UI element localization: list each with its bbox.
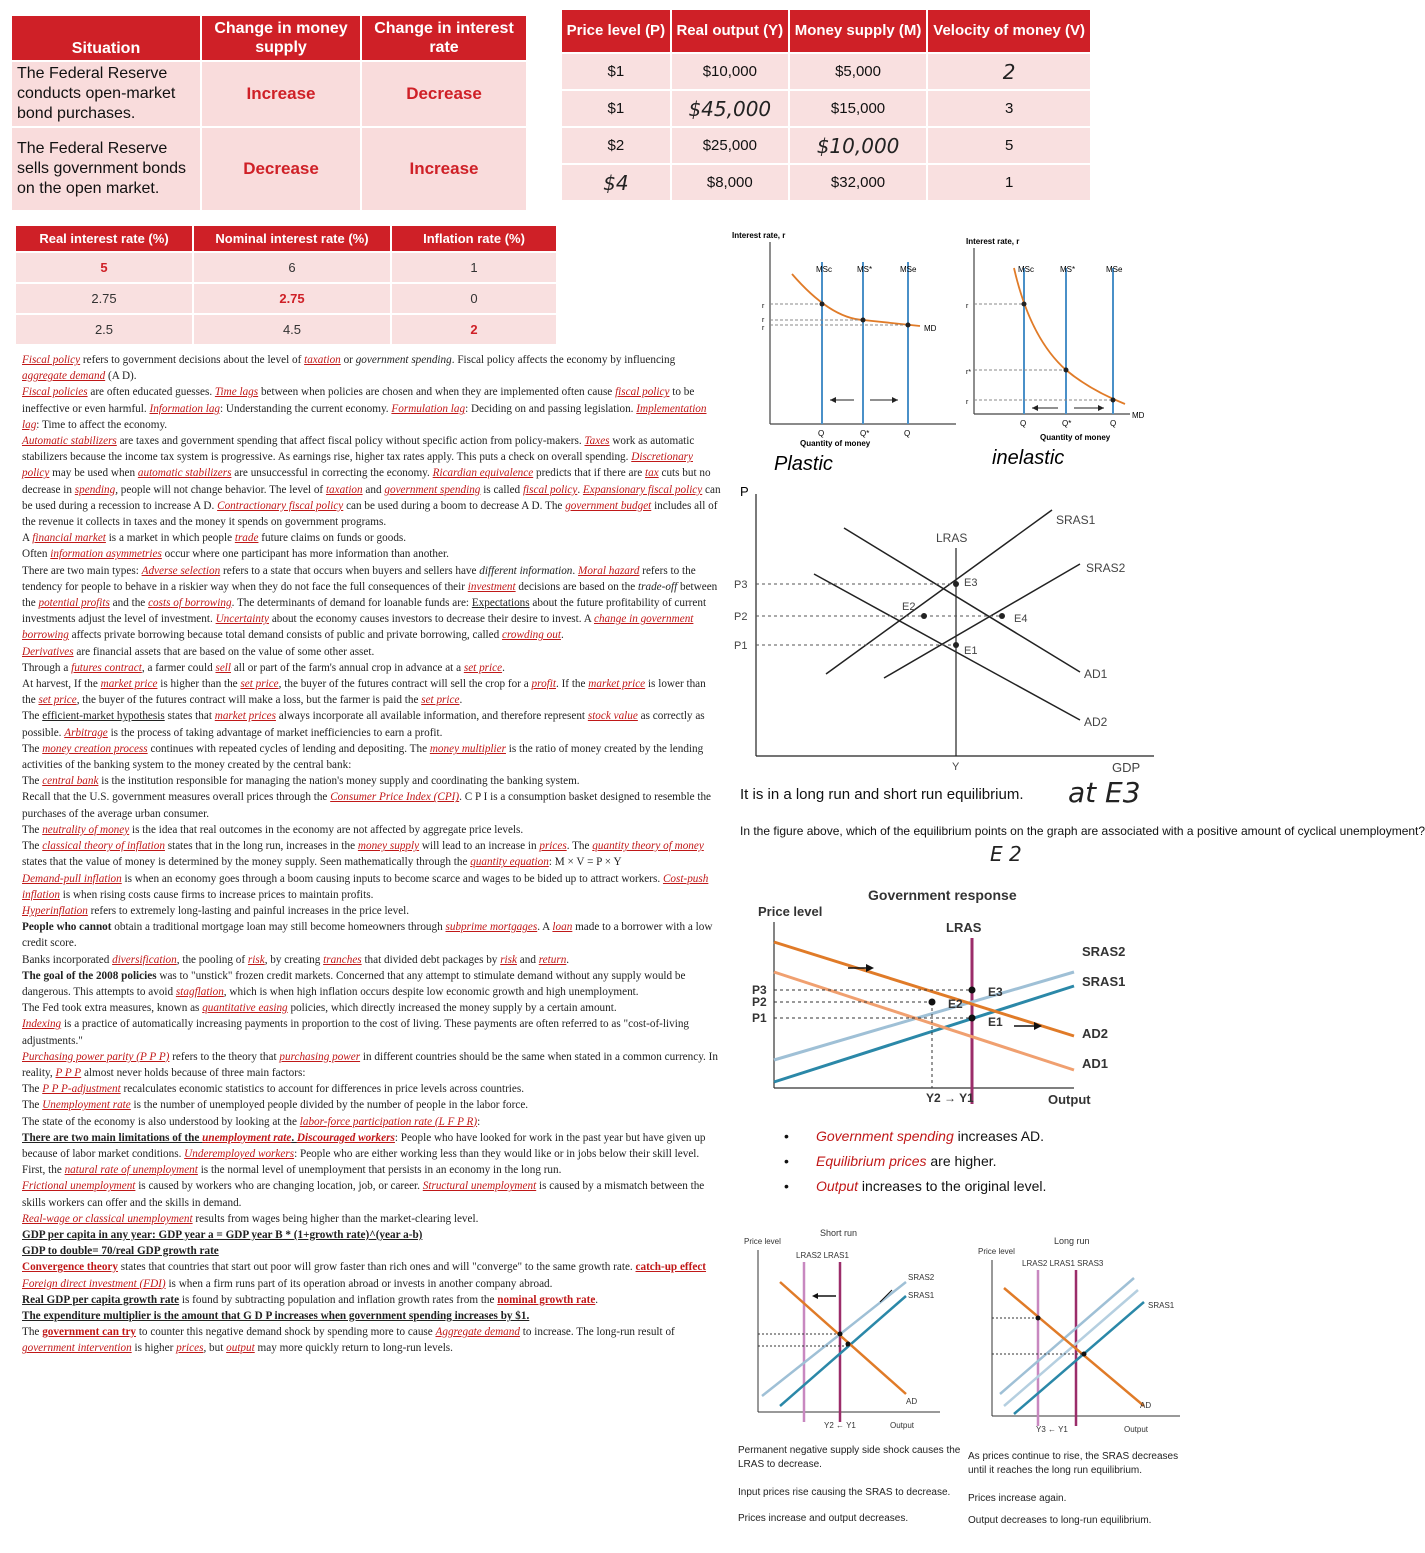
gov-sras1-line bbox=[774, 986, 1074, 1082]
gov-xlabel: Output bbox=[1048, 1092, 1091, 1107]
gov-bullet: • Government spending increases AD. bbox=[784, 1128, 1045, 1144]
velocity-cell-handwritten: $45,000 bbox=[671, 90, 789, 127]
interest-cell: 5 bbox=[15, 252, 193, 283]
svg-text:Q: Q bbox=[818, 429, 825, 438]
answer-q1-handwritten: at E3 bbox=[1068, 776, 1141, 809]
shock-long-ylabel: Price level bbox=[978, 1247, 1015, 1256]
shock-long-title: Long run bbox=[1054, 1236, 1090, 1246]
gov-lras-label: LRAS bbox=[946, 920, 982, 935]
adas-ad1-label: AD1 bbox=[1084, 667, 1108, 681]
shock-short-title: Short run bbox=[820, 1228, 858, 1238]
adas-sras2-line bbox=[884, 564, 1080, 678]
velocity-cell: 1 bbox=[927, 164, 1091, 201]
answer-q1: It is in a long run and short run equilibrium. bbox=[740, 786, 1024, 803]
money-right-note: inelastic bbox=[992, 447, 1065, 469]
svg-text:r: r bbox=[966, 399, 969, 406]
interest-cell: 2 bbox=[391, 314, 557, 345]
shock-long-ylabels: Y3 ← Y1 bbox=[1036, 1425, 1068, 1434]
adas-x-axis: GDP bbox=[1112, 760, 1141, 775]
gov-price-label: P2 bbox=[752, 995, 767, 1009]
answer-q2-handwritten: E 2 bbox=[990, 842, 1022, 866]
velocity-table bbox=[560, 8, 1092, 202]
velocity-cell: $1 bbox=[561, 53, 671, 90]
gov-bullets bbox=[780, 1124, 1190, 1199]
velocity-header: Velocity of money (V) bbox=[927, 9, 1091, 53]
gov-price-label: P3 bbox=[752, 983, 767, 997]
interest-cell: 1 bbox=[391, 252, 557, 283]
policy-header-money: Change in money supply bbox=[201, 15, 361, 61]
adas-ad2-label: AD2 bbox=[1084, 715, 1108, 729]
answer-q2: In the figure above, which of the equilibrium points on the graph are associated with a positive amount of cyclical unemployment? bbox=[740, 824, 1425, 838]
money-left-note: Plastic bbox=[774, 453, 833, 475]
interest-header: Real interest rate (%) bbox=[15, 225, 193, 252]
money-left-md-curve bbox=[792, 274, 920, 326]
shock-long-caption: As prices continue to rise, the SRAS decreases until it reaches the long run equilibrium. bbox=[968, 1451, 1179, 1476]
shock-short-caption: Prices increase and output decreases. bbox=[738, 1513, 909, 1524]
adas-y-axis: P bbox=[740, 484, 749, 499]
svg-text:Q: Q bbox=[1020, 419, 1027, 428]
gov-ad1-label: AD1 bbox=[1082, 1056, 1109, 1071]
shock-short-caption: Permanent negative supply side shock causes the LRAS to decrease. bbox=[738, 1445, 961, 1470]
shock-short-ylabel: Price level bbox=[744, 1237, 781, 1246]
velocity-cell: $8,000 bbox=[671, 164, 789, 201]
shock-long-caption: Prices increase again. bbox=[968, 1493, 1067, 1504]
policy-row-money: Decrease bbox=[201, 127, 361, 211]
velocity-cell: $2 bbox=[561, 127, 671, 164]
velocity-cell-handwritten: $4 bbox=[561, 164, 671, 201]
shock-long-lras: LRAS2 LRAS1 SRAS3 bbox=[1022, 1259, 1104, 1268]
money-left-ylabel: Interest rate, r bbox=[732, 231, 786, 240]
gov-bullet: • Output increases to the original level. bbox=[784, 1178, 1047, 1194]
adas-price-label: P2 bbox=[734, 611, 748, 623]
interest-header: Nominal interest rate (%) bbox=[193, 225, 391, 252]
gov-ylabel: Price level bbox=[758, 904, 823, 919]
money-left-ms-label: MSe bbox=[900, 265, 917, 274]
svg-text:r: r bbox=[762, 303, 765, 310]
svg-text:Q*: Q* bbox=[1062, 419, 1072, 428]
policy-table bbox=[10, 14, 528, 212]
money-right-ylabel: Interest rate, r bbox=[966, 237, 1020, 246]
shock-short-lras: LRAS2 LRAS1 bbox=[796, 1251, 849, 1260]
policy-row-rate: Decrease bbox=[361, 61, 527, 127]
adas-ad1-line bbox=[844, 528, 1080, 672]
gov-point-label: E2 bbox=[948, 997, 963, 1011]
shock-short-caption: Input prices rise causing the SRAS to decrease. bbox=[738, 1487, 951, 1498]
money-market-graphs bbox=[730, 228, 1200, 478]
interest-table bbox=[14, 224, 558, 346]
adas-sras1-label: SRAS1 bbox=[1056, 513, 1096, 527]
policy-row-situation: The Federal Reserve conducts open-market bond purchases. bbox=[11, 61, 201, 127]
velocity-header: Real output (Y) bbox=[671, 9, 789, 53]
svg-text:Q: Q bbox=[1110, 419, 1117, 428]
shock-short-sras2: SRAS2 bbox=[908, 1273, 935, 1282]
svg-text:Q*: Q* bbox=[860, 429, 870, 438]
interest-cell: 2.5 bbox=[15, 314, 193, 345]
money-right-ms-label: MSc bbox=[1018, 265, 1034, 274]
adas-lras-label: LRAS bbox=[936, 531, 968, 545]
svg-text:r: r bbox=[762, 325, 765, 332]
velocity-cell: $32,000 bbox=[789, 164, 927, 201]
gov-sras2-label: SRAS2 bbox=[1082, 944, 1126, 959]
velocity-cell: $10,000 bbox=[671, 53, 789, 90]
money-right-ms-label: MSe bbox=[1106, 265, 1123, 274]
interest-cell: 4.5 bbox=[193, 314, 391, 345]
money-left-ms-label: MS* bbox=[857, 265, 873, 274]
money-left-ms-label: MSc bbox=[816, 265, 832, 274]
velocity-header: Price level (P) bbox=[561, 9, 671, 53]
gov-title: Government response bbox=[868, 887, 1017, 903]
interest-cell: 6 bbox=[193, 252, 391, 283]
velocity-header: Money supply (M) bbox=[789, 9, 927, 53]
shock-long-sras1: SRAS1 bbox=[1148, 1301, 1175, 1310]
adas-point-label: E3 bbox=[964, 577, 978, 589]
interest-cell: 0 bbox=[391, 283, 557, 314]
adas-point-label: E1 bbox=[964, 645, 978, 657]
gov-ad2-label: AD2 bbox=[1082, 1026, 1109, 1041]
velocity-cell: 5 bbox=[927, 127, 1091, 164]
velocity-cell: $5,000 bbox=[789, 53, 927, 90]
adas-price-label: P1 bbox=[734, 640, 748, 652]
policy-row-situation: The Federal Reserve sells government bonds on the open market. bbox=[11, 127, 201, 211]
interest-header: Inflation rate (%) bbox=[391, 225, 557, 252]
shock-short-xlabel: Output bbox=[890, 1421, 915, 1430]
money-right-xlabel: Quantity of money bbox=[1040, 433, 1111, 442]
adas-graph bbox=[734, 482, 1200, 782]
svg-text:Q: Q bbox=[904, 429, 911, 438]
gov-y-labels: Y2 → Y1 bbox=[926, 1091, 974, 1105]
money-left-xlabel: Quantity of money bbox=[800, 439, 871, 448]
gov-response-graph bbox=[752, 884, 1200, 1112]
velocity-cell: $1 bbox=[561, 90, 671, 127]
shock-short-graph bbox=[740, 1226, 962, 1438]
svg-text:r: r bbox=[762, 317, 765, 324]
money-right-ms-label: MS* bbox=[1060, 265, 1076, 274]
velocity-cell-handwritten: 2 bbox=[927, 53, 1091, 90]
policy-row-rate: Increase bbox=[361, 127, 527, 211]
shock-long-xlabel: Output bbox=[1124, 1425, 1149, 1434]
shock-long-graph bbox=[974, 1234, 1196, 1440]
policy-row-money: Increase bbox=[201, 61, 361, 127]
gov-price-label: P1 bbox=[752, 1011, 767, 1025]
policy-header-situation: Situation bbox=[11, 15, 201, 61]
policy-header-rate: Change in interest rate bbox=[361, 15, 527, 61]
gov-point-label: E1 bbox=[988, 1015, 1003, 1029]
money-right-md-curve bbox=[1014, 268, 1125, 404]
gov-bullet: • Equilibrium prices are higher. bbox=[784, 1153, 997, 1169]
shock-short-ylabels: Y2 ← Y1 bbox=[824, 1421, 856, 1430]
shock-long-ad: AD bbox=[1140, 1401, 1152, 1410]
svg-text:r*: r* bbox=[966, 369, 972, 376]
velocity-cell: 3 bbox=[927, 90, 1091, 127]
money-right-md-label: MD bbox=[1132, 411, 1145, 420]
svg-text:r: r bbox=[966, 303, 969, 310]
shock-long-caption: Output decreases to long-run equilibrium. bbox=[968, 1515, 1152, 1526]
study-notes: Fiscal policy refers to government decisions about the level of taxation or government spending. Fiscal policy affects the economy by influencing aggregate demand (A D). Fiscal policies are often educated guesses. Time lags between when policies are chosen and when they are implemented often cause fiscal policy to be ineffective or even harmful. Information lag: Understanding the current economy. Formulation lag: Deciding on and passing legislation. Implementation lag: Time to affect the economy. Automatic stabilizers are taxes and government spending that affect fiscal policy without specific action from policy-makers. Taxes work as automatic stabilizers because the income tax system is progressive. As earnings rise, higher tax rates apply. This puts a check on overall spending. Discretionary policy may be used when automatic stabilizers are unsuccessful in correcting the economy. Ricardian equivalence predicts that if there are tax cuts but no decrease in spending, people will not change behavior. The level of taxation and government spending is called fiscal policy. Expansionary fiscal policy can be used during a recession to increase A D. Contractionary fiscal policy can be used during a boom to decrease A D. The government budget includes all of the revenue it collects in taxes and the money it spends on government programs. A financial market is a market in which people trade future claims on funds or goods. Often information asymmetries occur where one participant has more information than another. There are two main types: Adverse selection refers to a state that occurs when buyers and sellers have different information. Moral hazard refers to the tendency for people to behave in a riskier way when they do not face the full consequences of their investment decisions are based on the trade-off between the potential profits and the costs of borrowing. The determinants of demand for loanable funds are: Expectations about the future profitability of current investments adjust the level of investment. Uncertainty about the economy causes investors to decrease their desire to invest. A change in government borrowing affects private borrowing because total demand consists of public and private borrowing, called crowding out. Derivatives are financial assets that are based on the value of some other asset. Through a futures contract, a farmer could sell all or part of the farm's annual crop in advance at a set price. At harvest, If the market price is higher than the set price, the buyer of the futures contract will sell the crop for a profit. If the market price is lower than the set price, the buyer of the futures contract will make a loss, but the farmer is paid the set price. The efficient-market hypothesis states that market prices always incorporate all available information, and therefore represent stock value as correctly as possible. Arbitrage is the process of taking advantage of market inefficiencies to earn a profit. The money creation process continues with repeated cycles of lending and depositing. The money multiplier is the ratio of money created by the lending activities of the banking system to the money created by the central bank: The central bank is the institution responsible for managing the nation's money supply and coordinating the banking system. Recall that the U.S. government measures overall prices through the Consumer Price Index (CPI). C P I is a consumption basket designed to resemble the purchases of the average urban consumer. The neutrality of money is the idea that real outcomes in the economy are not affected by aggregate price levels. The classical theory of inflation states that in the long run, increases in the money supply will lead to an increase in prices. The quantity theory of money states that the value of money is determined by the money supply. Seen mathematically through the quantity equation: M × V = P × Y Demand-pull inflation is when an economy goes through a boom causing inputs to become scarce and wages to be bided up to attract workers. Cost-push inflation is when rising costs cause firms to increase prices to maintain profits. Hyperinflation refers to extremely long-lasting and painful increases in the price level. People who cannot obtain a traditional mortgage loan may still become homeowners through subprime mortgages. A loan made to a borrower with a low credit score. Banks incorporated diversification, the pooling of risk, by creating tranches that divided debt packages by risk and return. The goal of the 2008 policies was to "unstick" frozen credit markets. Concerned that any attempt to stimulate demand without any supply would be dangerous. This attempts to avoid stagflation, which is when high inflation occurs despite low economic growth and high unemployment. The Fed took extra measures, known as quantitative easing policies, which directly increased the money supply by a certain amount. Indexing is a practice of automatically increasing payments in proportion to the cost of living. These payments are often referred to as "cost-of-living adjustments." Purchasing power parity (P P P) refers to the theory that purchasing power in different countries should be the same when stated in a common currency. In reality, P P P almost never holds because of three main factors: The P P P-adjustment recalculates economic statistics to account for differences in price levels across countries. The Unemployment rate is the number of unemployed people divided by the number of people in the labor force. The state of the economy is also understood by looking at the labor-force participation rate (L F P R): There are two main limitations of the unemployment rate. Discouraged workers: People who have looked for work in the past year but have given up because of labor market conditions. Underemployed workers: People who are either working less than they would like or in jobs below their skill level. First, the natural rate of unemployment is the normal level of unemployment that persists in an economy in the long run. Frictional unemployment is caused by workers who are changing location, job, or career. Structural unemployment is caused by a mismatch between the skills workers can offer and the skills in demand. Real-wage or classical unemployment results from wages being higher than the market-clearing level. GDP per capita in any year: GDP year a = GDP year B * (1+growth rate)^(year a-b) GDP to double= 70/real GDP growth rate Convergence theory states that countries that start out poor will grow faster than rich ones and will "converge" to the same growth rate. catch-up effect Foreign direct investment (FDI) is when a firm runs part of its operation abroad or invests in another company abroad. Real GDP per capita growth rate is found by subtracting population and inflation growth rates from the nominal growth rate. The expenditure multiplier is the amount that G D P increases when government spending increases by $1. The government can try to counter this negative demand shock by spending more to cause Aggregate demand to increase. The long-run result of government intervention is higher prices, but output may more quickly return to long-run levels. bbox=[22, 354, 721, 1355]
velocity-cell-handwritten: $10,000 bbox=[789, 127, 927, 164]
adas-y-mark: Y bbox=[952, 761, 960, 773]
gov-sras1-label: SRAS1 bbox=[1082, 974, 1126, 989]
shock-short-sras1: SRAS1 bbox=[908, 1291, 935, 1300]
adas-price-label: P3 bbox=[734, 579, 748, 591]
gov-point-label: E3 bbox=[988, 985, 1003, 999]
velocity-cell: $15,000 bbox=[789, 90, 927, 127]
velocity-cell: $25,000 bbox=[671, 127, 789, 164]
adas-point-label: E4 bbox=[1014, 613, 1028, 625]
money-left-md-label: MD bbox=[924, 324, 937, 333]
shock-short-ad: AD bbox=[906, 1397, 918, 1406]
adas-point-label: E2 bbox=[902, 601, 916, 613]
adas-sras2-label: SRAS2 bbox=[1086, 561, 1126, 575]
interest-cell: 2.75 bbox=[193, 283, 391, 314]
interest-cell: 2.75 bbox=[15, 283, 193, 314]
